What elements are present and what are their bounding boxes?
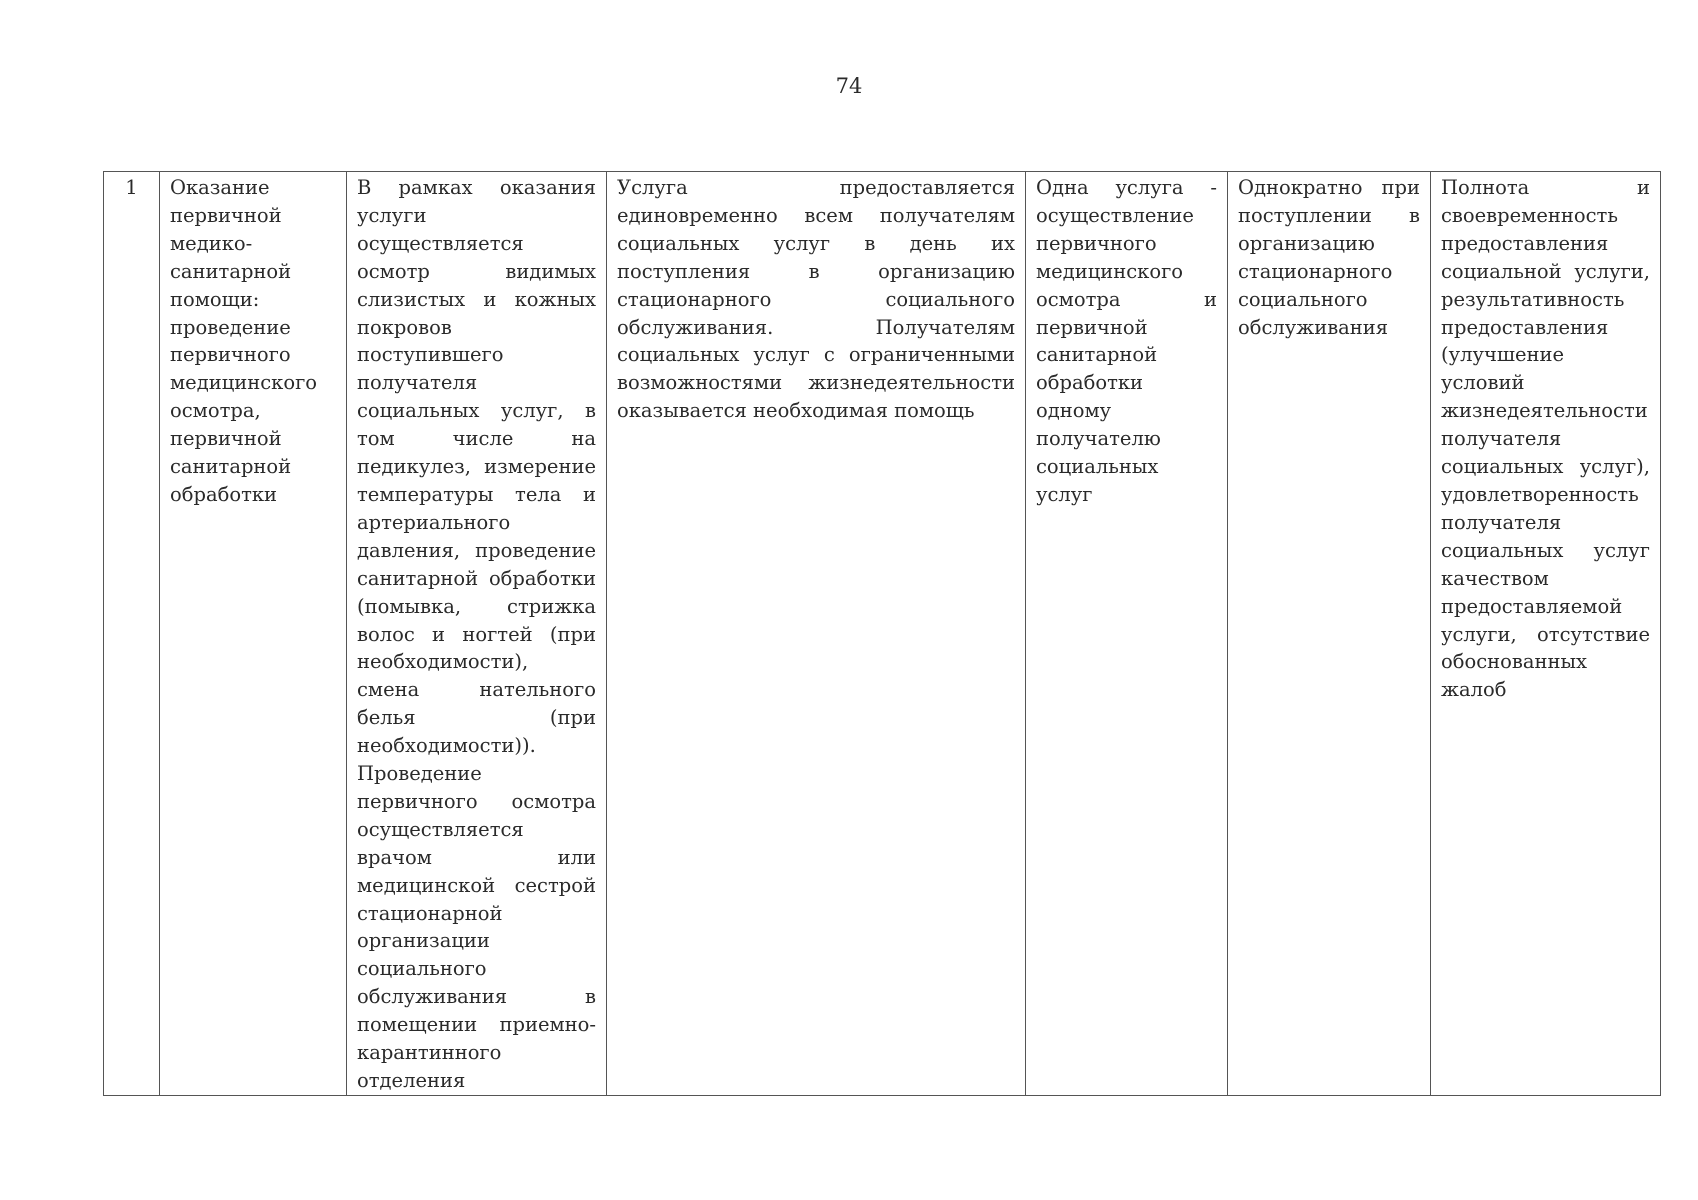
services-table [103, 171, 1661, 1096]
page-number: 74 [835, 74, 863, 98]
service-unit-cell: Одна услуга - осуществление первичного медицинского осмотра и первичной санитарной обработки одному получателю социальных услуг [1026, 172, 1228, 1096]
service-quality-cell: Полнота и своевременность предоставления социальной услуги, результативность предоставления (улучшение условий жизнедеятельности получателя социальных услуг), удовлетворенность получателя социальных услуг качеством предоставляемой услуги, отсутствие обоснованных жалоб [1431, 172, 1661, 1096]
service-name-cell: Оказание первичной медико-санитарной помощи: проведение первичного медицинского осмотра, первичной санитарной обработки [160, 172, 347, 1096]
service-conditions-cell: Услуга предоставляется единовременно всем получателям социальных услуг в день их поступления в организацию стационарного социального обслуживания. Получателям социальных услуг с ограниченными возможностями жизнедеятельности оказывается необходимая помощь [607, 172, 1026, 1096]
service-description-cell: В рамках оказания услуги осуществляется осмотр видимых слизистых и кожных покровов поступившего получателя социальных услуг, в том числе на педикулез, измерение температуры тела и артериального давления, проведение санитарной обработки (помывка, стрижка волос и ногтей (при необходимости), смена нательного белья (при необходимости)). Проведение первичного осмотра осуществляется врачом или медицинской сестрой стационарной организации социального обслуживания в помещении приемно-карантинного отделения [347, 172, 607, 1096]
row-number-cell: 1 [104, 172, 160, 1096]
service-frequency-cell: Однократно при поступлении в организацию стационарного социального обслуживания [1228, 172, 1431, 1096]
table-row [104, 172, 1661, 1096]
